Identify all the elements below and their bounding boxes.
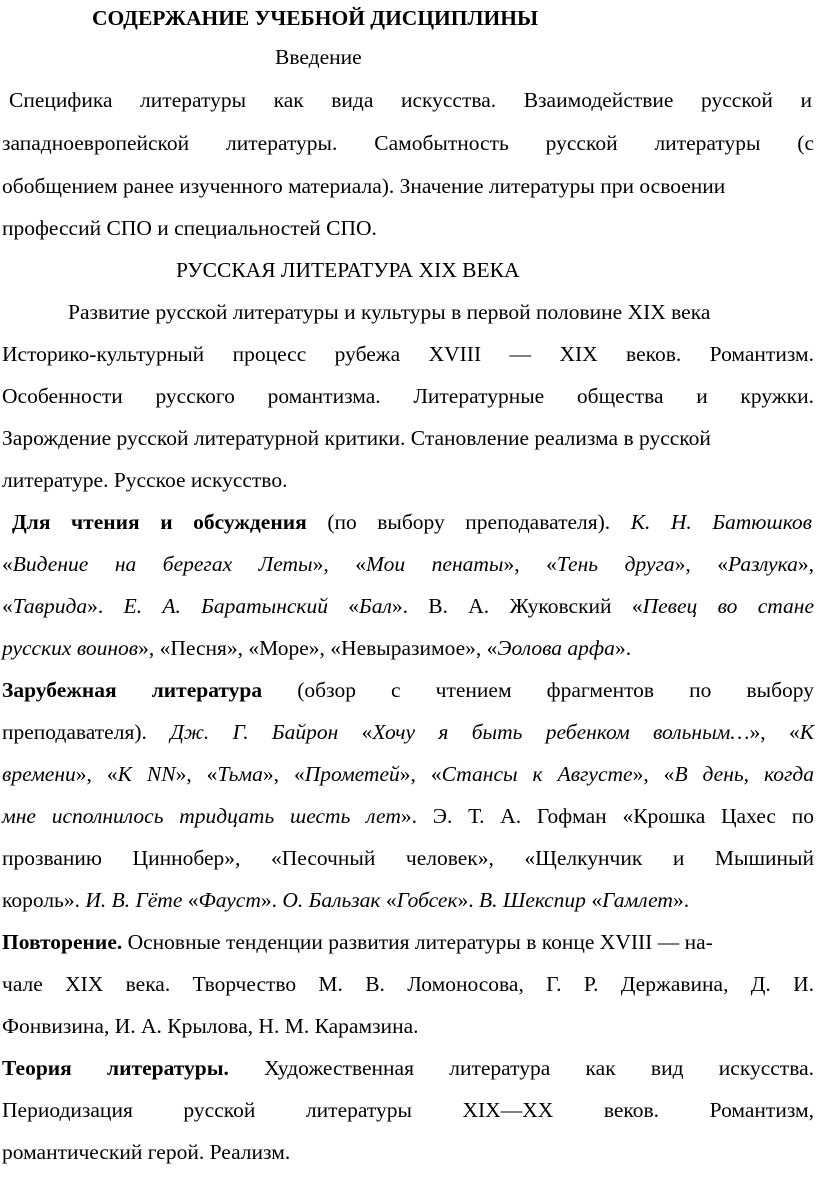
theory-text: Художественная литература как вид искусства. [264, 1056, 814, 1080]
punct: », « [75, 762, 118, 786]
work-title: Стансы к Августе [441, 762, 633, 786]
author-name: В. Шекспир [479, 888, 586, 912]
work-title: К NN [117, 762, 176, 786]
work-title: Разлука [728, 552, 798, 576]
reading-author: К. Н. Батюшков [630, 510, 813, 534]
reading-line [2, 549, 814, 579]
punct: « [338, 720, 373, 744]
intro-line: обобщением ранее изученного материала). Значение литературы при освоении [2, 174, 726, 198]
punct: « [380, 888, 397, 912]
work-title: Хочу я быть ребенком вольным… [372, 720, 750, 744]
punct: « [585, 888, 603, 912]
punct: », « [674, 552, 729, 576]
work-title: Гамлет [602, 888, 673, 912]
work-title: Певец во стане [642, 594, 814, 618]
work-title: Эолова арфа [497, 636, 615, 660]
punct: ». [260, 888, 283, 912]
repetition-line [2, 927, 814, 957]
work-title: В день, когда [674, 762, 815, 786]
punct: « [2, 552, 13, 576]
punct: « [2, 594, 13, 618]
repetition-label: Повторение. [2, 930, 123, 954]
author-name: Е. А. Баратынский [123, 594, 328, 618]
work-title: Гобсек [396, 888, 458, 912]
theory-label: Теория литературы. [2, 1056, 229, 1080]
foreign-text: ». Э. Т. А. Гофман «Крошка Цахес по [400, 804, 814, 828]
work-title: К [799, 720, 814, 744]
foreign-text: (обзор с чтением фрагментов по выбору [297, 678, 815, 702]
theory-line: Периодизация русской литературы XIX—XX веков. Романтизм, [2, 1098, 814, 1122]
work-title: Тьма [217, 762, 263, 786]
work-title: Видение на берегах Леты [12, 552, 313, 576]
intro-line: Специфика литературы как вида искусства. Взаимодействие русской и [9, 88, 812, 112]
foreign-label: Зарубежная литература [2, 678, 263, 702]
punct: ». [672, 888, 690, 912]
reading-text: ». В. А. Жуковский « [391, 594, 643, 618]
work-title: Мои пенаты [366, 552, 504, 576]
foreign-line: прозванию Циннобер», «Песочный человек», «Щелкунчик и Мышиный [2, 846, 814, 870]
foreign-line [2, 885, 814, 915]
foreign-line [2, 675, 814, 705]
intro-line: профессий СПО и специальностей СПО. [2, 216, 377, 240]
author-name: О. Бальзак [282, 888, 381, 912]
reading-text: (по выбору преподавателя). [327, 510, 611, 534]
repetition-line: Фонвизина, И. А. Крылова, Н. М. Карамзина. [2, 1014, 419, 1038]
theory-line: романтический герой. Реализм. [2, 1140, 291, 1164]
work-title: мне исполнилось тридцать шесть лет [2, 804, 401, 828]
section-line: Историко-культурный процесс рубежа XVIII — XIX веков. Романтизм. [2, 342, 814, 366]
section-line: Особенности русского романтизма. Литературные общества и кружки. [2, 384, 814, 408]
foreign-text: преподавателя). [2, 720, 171, 744]
work-title: Прометей [304, 762, 400, 786]
punct: « [182, 888, 199, 912]
reading-line [12, 507, 812, 537]
reading-line [2, 633, 814, 663]
punct: », « [632, 762, 675, 786]
section-heading: РУССКАЯ ЛИТЕРАТУРА XIX ВЕКА [176, 258, 520, 282]
work-title: Бал [359, 594, 392, 618]
theory-line [2, 1053, 814, 1083]
punct: ». [614, 636, 632, 660]
reading-text: », «Песня», «Море», «Невыразимое», « [138, 636, 498, 660]
reading-line [2, 591, 814, 621]
intro-line: западноевропейской литературы. Самобытность русской литературы (с [2, 131, 814, 155]
punct: ». [457, 888, 480, 912]
punct: », « [175, 762, 218, 786]
section-line: литературе. Русское искусство. [2, 468, 288, 492]
punct: », « [399, 762, 442, 786]
work-title: русских воинов [2, 636, 139, 660]
reading-label: Для чтения и обсуждения [12, 510, 307, 534]
foreign-line [2, 759, 814, 789]
punct: ». [87, 594, 124, 618]
intro-heading: Введение [275, 45, 362, 69]
page-title: СОДЕРЖАНИЕ УЧЕБНОЙ ДИСЦИПЛИНЫ [92, 6, 539, 30]
author-name: И. В. Гёте [85, 888, 183, 912]
repetition-line: чале XIX века. Творчество М. В. Ломоносова, Г. Р. Державина, Д. И. [2, 972, 814, 996]
punct: », « [312, 552, 366, 576]
work-title: Таврида [12, 594, 88, 618]
work-title: Фауст [198, 888, 261, 912]
foreign-line [2, 801, 814, 831]
section-subheading: Развитие русской литературы и культуры в первой половине XIX века [68, 300, 711, 324]
section-line: Зарождение русской литературной критики. Становление реализма в русской [2, 426, 711, 450]
author-name: Дж. Г. Байрон [170, 720, 339, 744]
foreign-text: король». [2, 888, 86, 912]
punct: », « [749, 720, 800, 744]
punct: « [327, 594, 360, 618]
work-title: Тень друга [556, 552, 675, 576]
foreign-line [2, 717, 814, 747]
punct: », « [503, 552, 557, 576]
repetition-text: Основные тенденции развития литературы в конце XVIII — на- [127, 930, 713, 954]
punct: », [797, 552, 814, 576]
work-title: времени [2, 762, 76, 786]
punct: », « [262, 762, 305, 786]
